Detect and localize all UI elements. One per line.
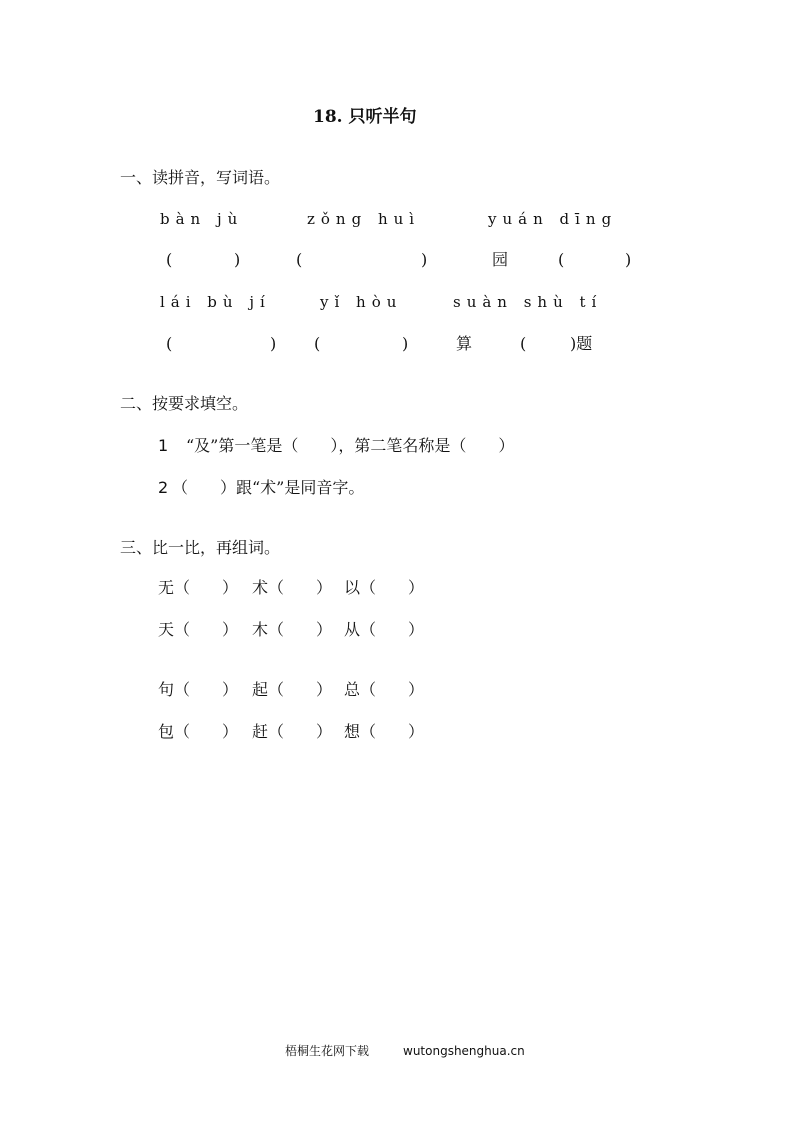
pinyin: suàn shù tí	[453, 293, 603, 311]
answer-paren: (	[314, 334, 321, 353]
answer-paren: (	[166, 334, 173, 353]
answer-paren: (	[166, 250, 173, 269]
footer-site-name: 梧桐生花网下载	[285, 1044, 370, 1058]
word-group: 木（ ）	[252, 620, 333, 639]
word-group: 术（ ）	[252, 578, 333, 597]
item-number: 2	[158, 478, 169, 497]
word-group: 赶（ ）	[252, 722, 333, 741]
fill-blank-item: “及”第一笔是（ ），第二笔名称是（ ）	[186, 436, 515, 455]
pinyin: yuán dīng	[488, 210, 618, 228]
word-group: 句（ ）	[158, 680, 239, 699]
page-title: 18. 只听半句	[313, 107, 417, 127]
answer-paren: (	[558, 250, 565, 269]
answer-paren: (	[296, 250, 303, 269]
answer-paren: )	[234, 250, 241, 269]
word-group: 以（ ）	[344, 578, 425, 597]
given-char: 算	[456, 334, 473, 353]
footer-url[interactable]: wutongshenghua.cn	[403, 1044, 525, 1058]
section1-heading: 一、读拼音，写词语。	[120, 168, 281, 187]
word-group: 总（ ）	[344, 680, 425, 699]
given-char: 园	[492, 250, 509, 269]
answer-paren: (	[520, 334, 527, 353]
fill-blank-item: （ ）跟“术”是同音字。	[172, 478, 365, 497]
answer-paren: )题	[570, 334, 593, 353]
pinyin: bàn jù	[160, 210, 244, 228]
answer-paren: )	[270, 334, 277, 353]
word-group: 想（ ）	[344, 722, 425, 741]
item-number: 1	[158, 436, 169, 455]
word-group: 从（ ）	[344, 620, 425, 639]
word-group: 无（ ）	[158, 578, 239, 597]
answer-paren: )	[402, 334, 409, 353]
pinyin: yǐ hòu	[320, 293, 403, 311]
pinyin: zǒng huì	[307, 210, 421, 228]
word-group: 起（ ）	[252, 680, 333, 699]
section2-heading: 二、按要求填空。	[120, 394, 249, 413]
answer-paren: )	[625, 250, 632, 269]
word-group: 包（ ）	[158, 722, 239, 741]
word-group: 天（ ）	[158, 620, 239, 639]
section3-heading: 三、比一比，再组词。	[120, 538, 281, 557]
answer-paren: )	[421, 250, 428, 269]
pinyin: lái bù jí	[160, 293, 271, 311]
